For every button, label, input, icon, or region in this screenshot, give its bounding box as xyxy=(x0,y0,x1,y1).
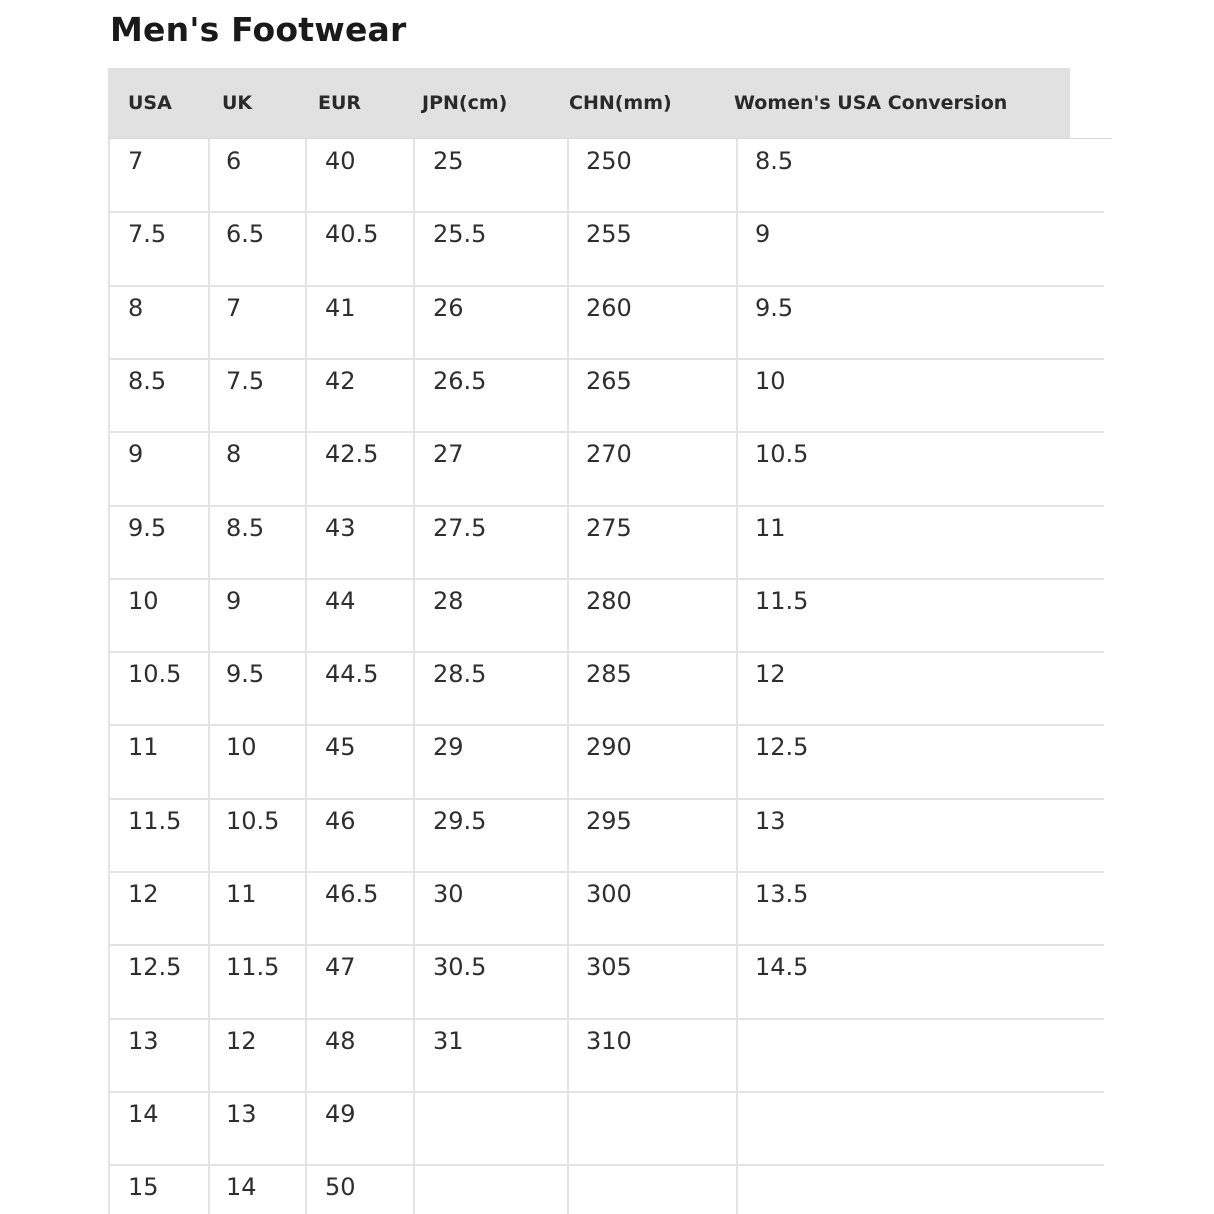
table-cell: 9 xyxy=(226,587,242,615)
row-divider xyxy=(108,505,1104,507)
table-cell: 25 xyxy=(433,147,464,175)
column-divider xyxy=(208,139,210,1214)
table-cell: 40.5 xyxy=(325,220,379,248)
table-cell: 10.5 xyxy=(128,660,182,688)
header-eur: EUR xyxy=(318,92,362,114)
table-cell: 48 xyxy=(325,1027,356,1055)
table-cell: 27.5 xyxy=(433,514,487,542)
table-cell: 15 xyxy=(128,1173,159,1201)
table-cell: 10 xyxy=(128,587,159,615)
column-divider xyxy=(108,139,110,1214)
column-divider xyxy=(736,139,738,1214)
row-divider xyxy=(108,431,1104,433)
table-cell: 27 xyxy=(433,440,464,468)
table-cell: 265 xyxy=(586,367,632,395)
table-cell: 7 xyxy=(226,294,242,322)
row-divider xyxy=(108,285,1104,287)
header-jpn: JPN(cm) xyxy=(422,92,508,114)
table-cell: 14 xyxy=(226,1173,257,1201)
table-cell: 12 xyxy=(755,660,786,688)
header-divider xyxy=(108,138,1112,139)
table-cell: 10 xyxy=(755,367,786,395)
table-cell: 26 xyxy=(433,294,464,322)
table-cell: 14 xyxy=(128,1100,159,1128)
table-cell: 40 xyxy=(325,147,356,175)
table-cell: 8.5 xyxy=(226,514,265,542)
table-cell: 9 xyxy=(128,440,144,468)
table-cell: 30 xyxy=(433,880,464,908)
table-cell: 11 xyxy=(128,733,159,761)
table-cell: 13 xyxy=(226,1100,257,1128)
table-cell: 25.5 xyxy=(433,220,487,248)
table-cell: 29.5 xyxy=(433,807,487,835)
table-cell: 9 xyxy=(755,220,771,248)
table-cell: 295 xyxy=(586,807,632,835)
table-cell: 8 xyxy=(128,294,144,322)
table-cell: 43 xyxy=(325,514,356,542)
table-cell: 31 xyxy=(433,1027,464,1055)
table-cell: 8.5 xyxy=(755,147,794,175)
table-cell: 10.5 xyxy=(226,807,280,835)
table-cell: 45 xyxy=(325,733,356,761)
table-cell: 290 xyxy=(586,733,632,761)
table-cell: 300 xyxy=(586,880,632,908)
table-cell: 13 xyxy=(755,807,786,835)
row-divider xyxy=(108,724,1104,726)
header-uk: UK xyxy=(222,92,253,114)
table-cell: 275 xyxy=(586,514,632,542)
page-title: Men's Footwear xyxy=(110,10,407,49)
table-cell: 11.5 xyxy=(128,807,182,835)
table-cell: 30.5 xyxy=(433,953,487,981)
table-cell: 10.5 xyxy=(755,440,809,468)
header-usa: USA xyxy=(128,92,172,114)
header-womens-conversion: Women's USA Conversion xyxy=(734,92,1008,114)
column-divider xyxy=(413,139,415,1214)
table-cell: 280 xyxy=(586,587,632,615)
table-cell: 29 xyxy=(433,733,464,761)
row-divider xyxy=(108,358,1104,360)
table-cell: 47 xyxy=(325,953,356,981)
table-cell: 42.5 xyxy=(325,440,379,468)
table-cell: 44.5 xyxy=(325,660,379,688)
table-cell: 28 xyxy=(433,587,464,615)
row-divider xyxy=(108,798,1104,800)
table-cell: 7 xyxy=(128,147,144,175)
table-cell: 13.5 xyxy=(755,880,809,908)
table-cell: 250 xyxy=(586,147,632,175)
table-cell: 9.5 xyxy=(128,514,167,542)
row-divider xyxy=(108,1091,1104,1093)
table-cell: 46.5 xyxy=(325,880,379,908)
table-cell: 11 xyxy=(755,514,786,542)
table-cell: 305 xyxy=(586,953,632,981)
table-cell: 9.5 xyxy=(755,294,794,322)
column-divider xyxy=(305,139,307,1214)
table-cell: 6.5 xyxy=(226,220,265,248)
table-cell: 11.5 xyxy=(755,587,809,615)
table-cell: 11 xyxy=(226,880,257,908)
table-cell: 6 xyxy=(226,147,242,175)
table-cell: 310 xyxy=(586,1027,632,1055)
row-divider xyxy=(108,651,1104,653)
header-chn: CHN(mm) xyxy=(569,92,672,114)
row-divider xyxy=(108,871,1104,873)
table-cell: 13 xyxy=(128,1027,159,1055)
table-cell: 49 xyxy=(325,1100,356,1128)
row-divider xyxy=(108,578,1104,580)
table-cell: 46 xyxy=(325,807,356,835)
table-cell: 255 xyxy=(586,220,632,248)
row-divider xyxy=(108,1164,1104,1166)
row-divider xyxy=(108,1018,1104,1020)
table-cell: 7.5 xyxy=(128,220,167,248)
table-cell: 260 xyxy=(586,294,632,322)
column-divider xyxy=(567,139,569,1214)
table-cell: 12 xyxy=(128,880,159,908)
table-cell: 28.5 xyxy=(433,660,487,688)
table-cell: 50 xyxy=(325,1173,356,1201)
table-cell: 41 xyxy=(325,294,356,322)
table-cell: 7.5 xyxy=(226,367,265,395)
table-cell: 26.5 xyxy=(433,367,487,395)
table-cell: 8 xyxy=(226,440,242,468)
table-cell: 12.5 xyxy=(755,733,809,761)
table-cell: 44 xyxy=(325,587,356,615)
table-cell: 270 xyxy=(586,440,632,468)
table-cell: 10 xyxy=(226,733,257,761)
table-cell: 11.5 xyxy=(226,953,280,981)
table-cell: 12 xyxy=(226,1027,257,1055)
table-cell: 42 xyxy=(325,367,356,395)
table-cell: 12.5 xyxy=(128,953,182,981)
row-divider xyxy=(108,211,1104,213)
table-cell: 285 xyxy=(586,660,632,688)
table-cell: 9.5 xyxy=(226,660,265,688)
row-divider xyxy=(108,944,1104,946)
table-cell: 14.5 xyxy=(755,953,809,981)
table-cell: 8.5 xyxy=(128,367,167,395)
